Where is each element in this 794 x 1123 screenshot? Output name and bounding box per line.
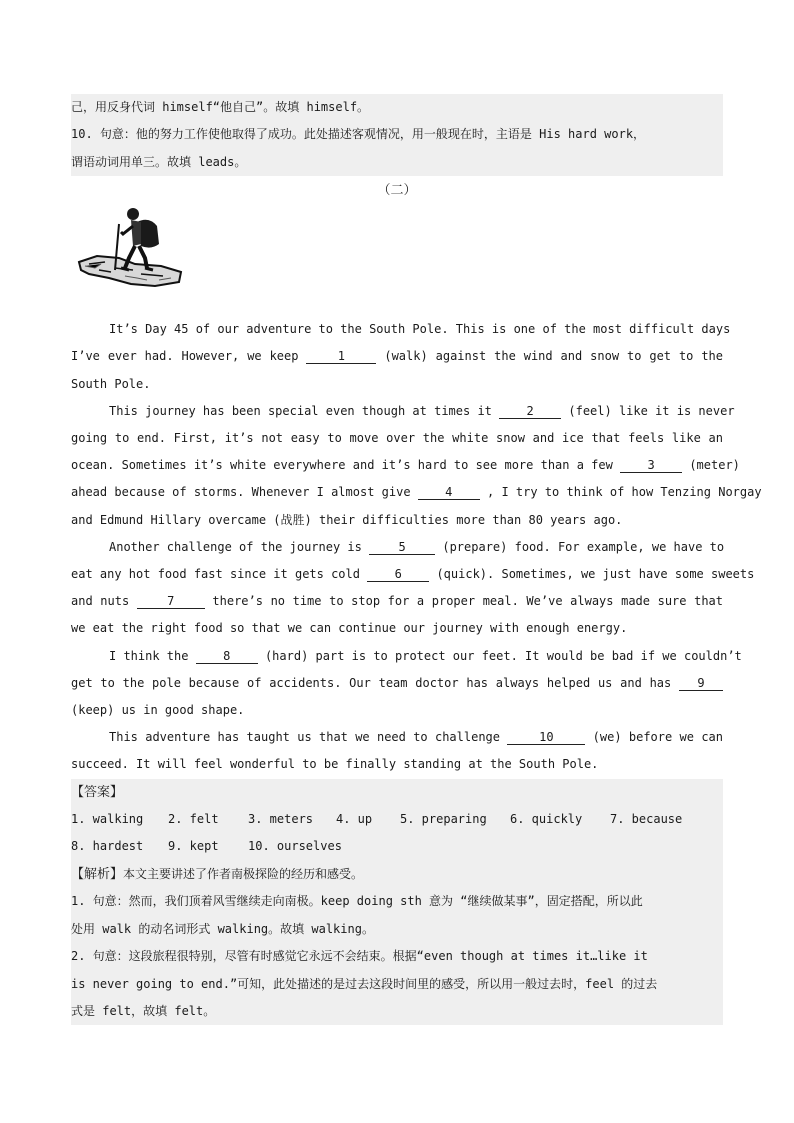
passage-line [71,588,723,615]
passage-text: ocean. Sometimes it’s white everywhere and it’s hard to see more than a few [71,458,613,473]
passage-text: get to the pole because of accidents. Our team doctor has always helped us and has [71,675,672,690]
answer-item: 10. ourselves [248,839,342,854]
blank-10[interactable]: 10 [507,730,585,745]
answer-item: 5. preparing [400,812,487,827]
answer-item: 9. kept [168,839,219,854]
passage-line [71,479,762,506]
answer-block [71,779,723,1026]
answer-row [71,833,723,860]
passage-line [71,724,723,751]
analysis-line: 式是 felt，故填 felt。 [71,1003,216,1018]
passage-line: we eat the right food so that we can continue our journey with enough energy. [71,621,628,636]
answer-heading: 【答案】 [71,784,124,800]
passage-line [71,452,740,479]
blank-2[interactable]: 2 [499,404,561,419]
answer-item: 6. quickly [510,812,583,827]
answer-item: 7. because [610,812,683,827]
analysis-line: 2. 句意：这段旅程很特别，尽管有时感觉它永远不会结束。根据“even though at times it…like it [71,949,648,964]
blank-6[interactable]: 6 [367,567,429,582]
passage-text: , I try to think of how Tenzing Norgay [487,485,762,500]
passage-text: I think the [109,648,189,663]
analysis-heading: 【解析】 [71,866,124,882]
passage-line [71,670,723,697]
blank-8[interactable]: 8 [196,649,258,664]
passage-line [71,398,735,425]
passage-line [71,643,742,670]
answer-item: 8. hardest [71,839,144,854]
analysis-heading-line [71,861,723,888]
passage-text: (meter) [689,458,740,473]
hiker-icon [75,204,187,312]
analysis-summary: 本文主要讲述了作者南极探险的经历和感受。 [123,866,364,881]
passage-line: going to end. First, it’s not easy to move over the white snow and ice that feels like an [71,431,723,446]
passage-line: and Edmund Hillary overcame (战胜) their difficulties more than 80 years ago. [71,512,623,527]
passage-line: South Pole. [71,376,151,391]
analysis-line: 处用 walk 的动名词形式 walking。故填 walking。 [71,921,374,936]
explanation-line: 谓语动词用单三。故填 leads。 [71,154,247,169]
document-page [71,94,762,1025]
explanation-line: 10. 句意：他的努力工作使他取得了成功。此处描述客观情况，用一般现在时，主语是 His hard work， [71,127,646,142]
answer-item: 2. felt [168,812,219,827]
passage-line [71,343,723,370]
passage-text: ahead because of storms. Whenever I almost give [71,485,411,500]
answer-item: 3. meters [248,812,314,827]
passage-text: eat any hot food fast since it gets cold [71,567,360,582]
passage-line [71,534,723,561]
passage-text: (we) before we can [592,730,723,745]
answer-item: 1. walking [71,812,144,827]
blank-4[interactable]: 4 [418,485,480,500]
passage-text: This journey has been special even though at times it [109,403,492,418]
blank-3[interactable]: 3 [620,458,682,473]
passage-text: (quick). Sometimes, we just have some sweets [436,567,755,582]
analysis-line: is never going to end.”可知，此处描述的是过去这段时间里的感受，所以用一般过去时，feel 的过去 [71,976,658,991]
section-title: （二） [377,183,417,199]
passage-line: succeed. It will feel wonderful to be finally standing at the South Pole. [71,757,599,772]
passage-text: (walk) against the wind and snow to get to the [384,349,723,364]
passage-text: Another challenge of the journey is [109,539,362,554]
passage-text: (prepare) food. For example, we have to [442,539,725,554]
answer-item: 4. up [336,812,373,827]
passage-line: It’s Day 45 of our adventure to the South Pole. This is one of the most difficult days [109,322,731,337]
passage-text: This adventure has taught us that we need to challenge [109,730,500,745]
blank-5[interactable]: 5 [369,540,435,555]
reading-passage [71,316,762,778]
blank-1[interactable]: 1 [306,349,376,364]
passage-text: I’ve ever had. However, we keep [71,349,299,364]
hiker-illustration [71,204,723,316]
passage-text: there’s no time to stop for a proper meal. We’ve always made sure that [212,594,723,609]
blank-7[interactable]: 7 [137,594,205,609]
passage-text: (hard) part is to protect our feet. It would be bad if we couldn’t [264,648,742,663]
passage-text: and nuts [71,594,130,609]
passage-line [71,561,755,588]
answer-row [71,806,723,833]
previous-explanation-block [71,94,723,176]
passage-line: (keep) us in good shape. [71,703,245,718]
blank-9[interactable]: 9 [679,676,723,691]
passage-text: (feel) like it is never [568,403,735,418]
explanation-line: 己，用反身代词 himself“他自己”。故填 himself。 [71,100,370,114]
analysis-line: 1. 句意：然而，我们顶着风雪继续走向南极。keep doing sth 意为 “继续做某事”，固定搭配，所以此 [71,894,643,909]
